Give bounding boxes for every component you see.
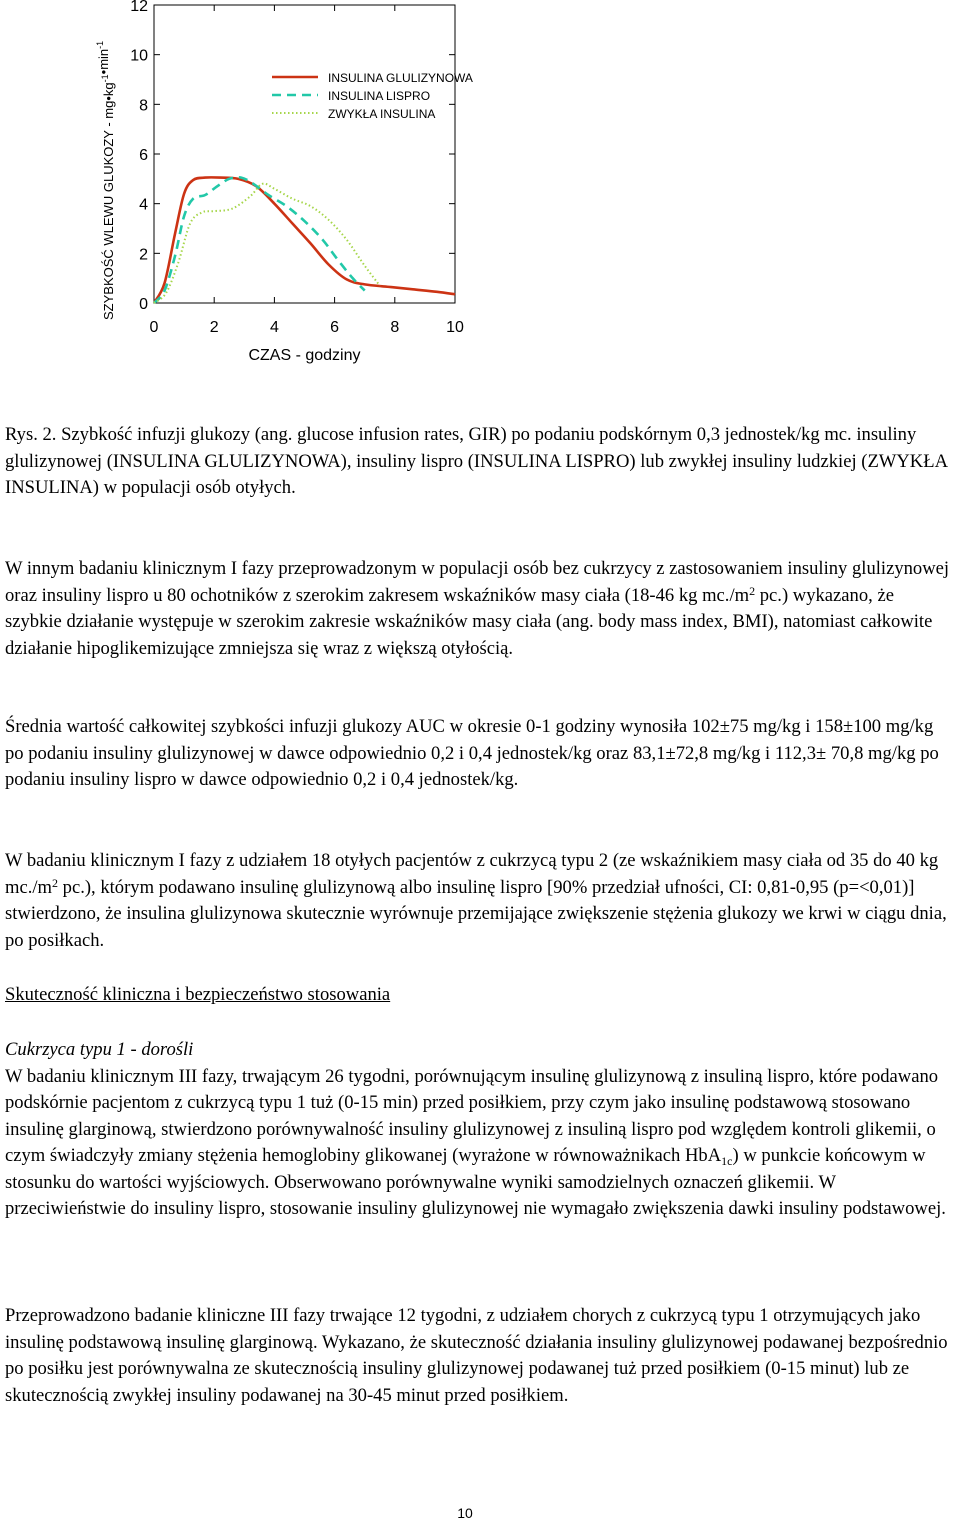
legend-label-1: INSULINA GLULIZYNOWA (328, 71, 473, 85)
y-tick-label: 10 (130, 47, 148, 65)
paragraph-1-part-a: W innym badaniu klinicznym I fazy przeprowadzonym w populacji osób bez cukrzycy z zastosowaniem insuliny glulizynowej oraz insuliny lispro u 80 ochotników z szerokim zakresem wskaźników masy ciała (18-46 kg mc./m (5, 558, 950, 606)
section-heading: Skuteczność kliniczna i bezpieczeństwo stosowania (5, 984, 391, 1005)
paragraph-3-text (5, 848, 955, 954)
glucose-infusion-chart (0, 0, 520, 375)
x-tick-label: 4 (269, 319, 279, 336)
paragraph-4-text (5, 1064, 955, 1223)
paragraph-4-part-b: ) w punkcie końcowym w stosunku do wartości wyjściowych. Obserwowano porównywalne wyniki samodzielnych oznaczeń glikemii. W przeciwieństwie do insuliny lispro, stosowanie insuliny glulizynowej nie wymagało zwiększenia dawki insuliny podstawowej. (5, 1145, 946, 1219)
paragraph-2 (5, 714, 955, 794)
y-axis-label (95, 41, 116, 320)
series-line-3 (154, 184, 380, 303)
paragraph-3-part-b: pc.), którym podawano insulinę glulizynową albo insulinę lispro [90% przedział ufności, CI: 0,81-0,95 (p=<0,01)] stwierdzono, że insulina glulizynowa skutecznie wyrównuje przemijające zwiększenie stężenia glukozy we krwi w ciągu dnia, po posiłkach. (5, 876, 947, 951)
x-tick-label: 10 (446, 319, 464, 336)
figure-caption (5, 422, 955, 502)
paragraph-5-text: Przeprowadzono badanie kliniczne III fazy trwające 12 tygodni, z udziałem chorych z cukrzycą typu 1 otrzymujących jako insulinę podstawową insulinę glarginową. Wykazano, że skuteczność działania insuliny glulizynowej podawanej bezpośrednio po posiłku jest porównywalna ze skutecznością insuliny glulizynowej podawanej tuż przed posiłkiem (0-15 minut) lub ze skutecznością zwykłej insuliny podawanej na 30-45 minut przed posiłkiem. (5, 1305, 948, 1406)
y-tick-label: 12 (130, 0, 148, 15)
x-tick-label: 2 (209, 319, 219, 336)
paragraph-1 (5, 556, 955, 662)
paragraph-3 (5, 848, 955, 954)
y-tick-label: 6 (139, 147, 148, 164)
x-axis-label: CZAS - godziny (248, 347, 361, 364)
series-line-1 (154, 177, 455, 303)
x-tick-label: 8 (390, 319, 400, 336)
y-axis-label-exponent: -1 (100, 74, 110, 83)
y-tick-label: 0 (139, 296, 148, 313)
paragraph-4-subscript: 1c (721, 1154, 733, 1168)
x-tick-label: 6 (330, 319, 340, 336)
x-tick-label: 0 (149, 319, 159, 336)
paragraph-4 (5, 1037, 955, 1223)
caption-text: Rys. 2. Szybkość infuzji glukozy (ang. glucose infusion rates, GIR) po podaniu podskórnym 0,3 jednostek/kg mc. insuliny glulizynowej (INSULINA GLULIZYNOWA), insuliny lispro (INSULINA LISPRO) lub zwykłej insuliny ludzkiej (ZWYKŁA INSULINA) w populacji osób otyłych. (5, 424, 947, 498)
y-axis-label-part: SZYBKOŚĆ WLEWU GLUKOZY - mg•kg (101, 82, 116, 320)
y-axis-label-exponent: -1 (95, 40, 105, 49)
subsection-title: Cukrzyca typu 1 - dorośli (5, 1039, 194, 1060)
paragraph-1-superscript: 2 (749, 583, 756, 598)
y-axis-label-part: •min (96, 48, 111, 75)
plot-frame (154, 5, 455, 303)
page-number: 10 (457, 1505, 473, 1521)
y-tick-label: 2 (139, 246, 148, 264)
paragraph-3-part-a: W badaniu klinicznym I fazy z udziałem 18 otyłych pacjentów z cukrzycą typu 2 (ze wskaźnikiem masy ciała od 35 do 40 kg mc./m (5, 850, 939, 898)
paragraph-5 (5, 1303, 955, 1409)
paragraph-1-part-b: pc.) wykazano, że szybkie działanie występuje w szerokim zakresie wskaźników masy ciała (ang. body mass index, BMI), natomiast całkowite działanie hipoglikemizujące zmniejsza się wraz z większą otyłością. (5, 584, 933, 659)
paragraph-3-superscript: 2 (52, 875, 58, 890)
legend-label-3: ZWYKŁA INSULINA (328, 107, 436, 121)
paragraph-2-text: Średnia wartość całkowitej szybkości infuzji glukozy AUC w okresie 0-1 godziny wynosiła 102±75 mg/kg i 158±100 mg/kg po podaniu insuliny glulizynowej w dawce odpowiednio 0,2 i 0,4 jednostek/kg oraz 83,1±72,8 mg/kg i 112,3± 70,8 mg/kg po podaniu insuliny lispro w dawce odpowiednio 0,2 i 0,4 jednostek/kg. (5, 716, 939, 790)
legend-label-2: INSULINA LISPRO (328, 89, 431, 103)
y-tick-label: 8 (139, 97, 148, 115)
paragraph-1-text (5, 556, 955, 662)
chart-svg (0, 0, 520, 375)
y-tick-label: 4 (139, 196, 148, 214)
paragraph-4-part-a: W badaniu klinicznym III fazy, trwającym 26 tygodni, porównującym insulinę glulizynową z insuliną lispro, które podawano podskórnie pacjentom z cukrzycą typu 1 tuż (0-15 min) przed posiłkiem, przy czym jako insulinę podstawową stosowano insulinę glarginową, stwierdzono porównywalność insuliny glulizynowej z insuliną lispro pod względem kontroli glikemii, o czym świadczyły zmiany stężenia hemoglobiny glikowanej (wyrażone w równoważnikach HbA (5, 1065, 939, 1166)
